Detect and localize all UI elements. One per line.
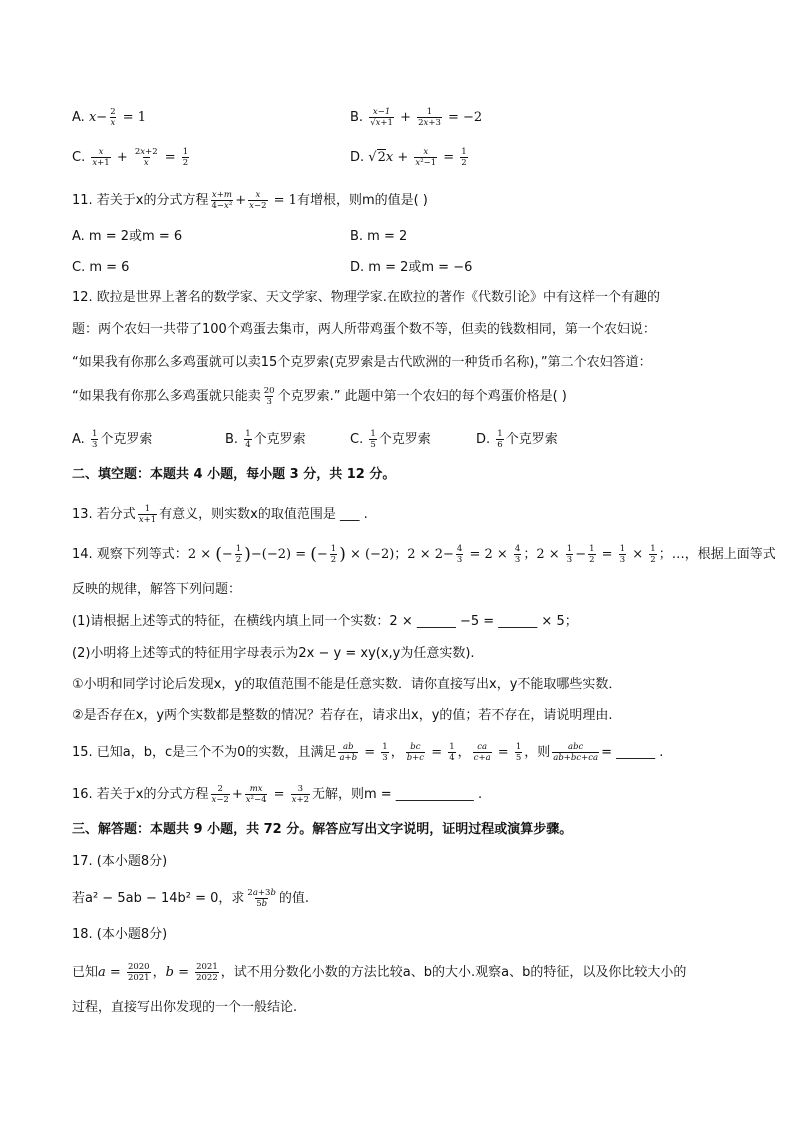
section-2-heading: 二、填空题：本题共 4 小题，每小题 3 分，共 12 分。: [72, 467, 396, 482]
q10-option-a: A. x− $\frac{2}{x}$ = 1: [72, 107, 147, 128]
q12-line-3: “如果我有你那么多鸡蛋就可以卖15个克罗索(克罗索是古代欧洲的一种货币名称)，”第二个农妇答道：: [72, 355, 652, 370]
q12-option-a: A. $\frac{1}{3}$ 个克罗索: [72, 429, 153, 450]
q14-part-1: (1)请根据上述等式的特征，在横线内填上同一个实数：2 × ______ −5 = ______ × 5；: [72, 614, 578, 629]
q11-option-a: A. m = 2或m = 6: [72, 229, 183, 244]
q12-line-2: 题：两个农妇一共带了100个鸡蛋去集市，两人所带鸡蛋个数不等，但卖的钱数相同，第一个农妇说：: [72, 322, 656, 337]
q12-line-4: “如果我有你那么多鸡蛋就只能卖 $\frac{20}{3}$ 个克罗索.” 此题中第一个农妇的每个鸡蛋价格是( ): [72, 386, 567, 407]
q18-heading: 18. (本小题8分): [72, 927, 168, 942]
q16: 16. 若关于x的分式方程 $\frac{2}{x-2}$ + $\frac{mx}{\text{x²−4}}$ = $\frac{3}{x+2}$ 无解，则m = ____________ .: [72, 784, 483, 805]
q17-heading: 17. (本小题8分): [72, 854, 168, 869]
q14-part-2-2: ②是否存在x，y两个实数都是整数的情况？若存在，请求出x，y的值；若不存在，请说明理由.: [72, 708, 613, 723]
q10-option-b: B. $\frac{x-1}{√x+1}$ + $\frac{1}{2x+3}$ = −2: [350, 107, 483, 128]
q14-line-2: 反映的规律，解答下列问题：: [72, 582, 242, 597]
q18-body: 已知a = $\frac{2020}{2021}$ ，b = $\frac{2021}{2022}$ ，试不用分数化小数的方法比较a、b的大小.观察a、b的特征，以及你比较大小的: [72, 962, 687, 983]
q11-option-c: C. m = 6: [72, 260, 130, 275]
q18-line-2: 过程，直接写出你发现的一个一般结论.: [72, 1000, 298, 1015]
section-3-heading: 三、解答题：本题共 9 小题，共 72 分。解答应写出文字说明，证明过程或演算步骤。: [72, 822, 573, 837]
q12-line-1: 12. 欧拉是世界上著名的数学家、天文学家、物理学家.在欧拉的著作《代数引论》中有这样一个有趣的: [72, 290, 660, 305]
q11-option-b: B. m = 2: [350, 229, 408, 244]
q12-option-d: D. $\frac{1}{6}$ 个克罗索: [476, 429, 558, 450]
q11-option-d: D. m = 2或m = −6: [350, 260, 473, 275]
q13: 13. 若分式 $\frac{1}{x+1}$ 有意义，则实数x的取值范围是 ___ .: [72, 504, 368, 525]
q14-stem: 14. 观察下列等式：2 × (− $\frac{1}{2}$ )−(−2) = (− $\frac{1}{2}$ ) × (−2)；2 × 2− $\frac{4}{3}$ = 2 × $\frac{4}{3}$ ；2 × $\frac{1}{3}$ − $\frac{1}{2}$ = $\frac{1}{3}$ × $\frac{1}{2}$ ；…，根据上面等式: [72, 544, 776, 565]
q14-part-2-1: ①小明和同学讨论后发现x，y的取值范围不能是任意实数．请你直接写出x，y不能取哪些实数．: [72, 677, 622, 692]
q17-body: 若a² − 5ab − 14b² = 0，求 $\frac{2a+3b}{5b}$ 的值.: [72, 888, 310, 909]
q12-option-b: B. $\frac{1}{4}$ 个克罗索: [225, 429, 306, 450]
q15: 15. 已知a，b，c是三个不为0的实数，且满足 $\frac{ab}{a+b}$ = $\frac{1}{3}$ ， $\frac{bc}{b+c}$ = $\frac{1}{4}$ ， $\frac{ca}{c+a}$ = $\frac{1}{5}$ ，则 $\frac{\text{abc}}{ab+bc+ca}$ = ______ .: [72, 742, 664, 763]
q10-option-d: D. √2x + $\frac{x}{\text{x²−1}}$ = $\frac{1}{2}$: [350, 147, 467, 168]
q14-part-2: (2)小明将上述等式的特征用字母表示为2x − y = xy(x,y为任意实数).: [72, 646, 475, 661]
q10-option-c: C. $\frac{x}{x+1}$ + $\frac{2x+2}{x}$ = $\frac{1}{2}$: [72, 147, 189, 168]
q12-option-c: C. $\frac{1}{5}$ 个克罗索: [350, 429, 431, 450]
q11-stem: 11. 若关于x的分式方程 $\frac{x+m}{\text{4−x²}}$ + $\frac{x}{x-2}$ = 1有增根，则m的值是( ): [72, 190, 428, 211]
